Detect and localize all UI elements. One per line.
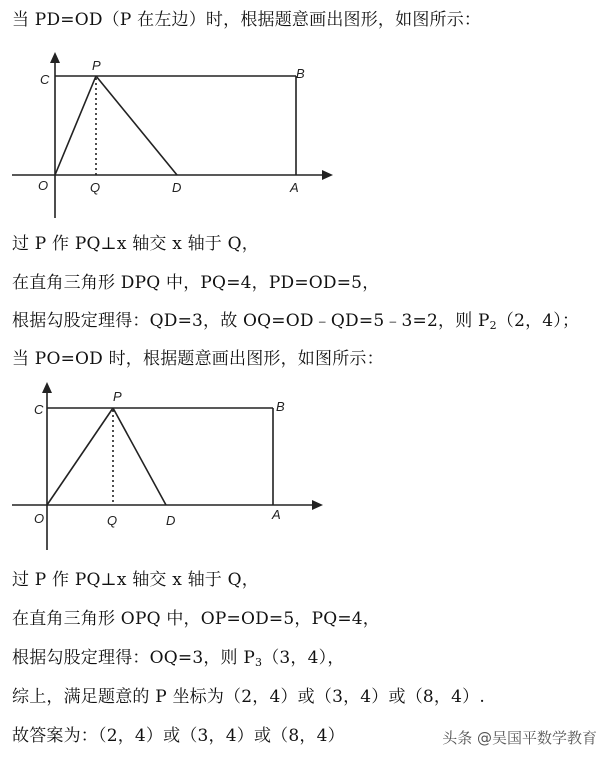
figure-1-label-c: C [40, 72, 50, 87]
text-line-8 [12, 647, 345, 669]
figure-1-label-p: P [92, 58, 101, 73]
text-line-4 [12, 310, 579, 332]
text-line-9: 综上，满足题意的 P 坐标为（2，4）或（3，4）或（8，4）. [12, 687, 485, 707]
text-line-8-end: （3，4）， [262, 648, 345, 668]
figure-2-segment-op [47, 408, 113, 505]
figure-2-label-a: A [272, 507, 281, 522]
text-line-6: 过 P 作 PQ⊥x 轴交 x 轴于 Q， [12, 570, 259, 590]
figure-2-x-arrow [312, 500, 323, 510]
text-line-7: 在直角三角形 OPQ 中，OP=OD=5，PQ=4， [12, 609, 381, 629]
text-line-10: 故答案为：（2，4）或（3，4）或（8，4） [12, 726, 345, 746]
text-line-3: 在直角三角形 DPQ 中，PQ=4，PD=OD=5， [12, 273, 380, 293]
text-line-5: 当 PO=OD 时，根据题意画出图形，如图所示： [12, 349, 384, 369]
figure-2-label-d: D [166, 513, 176, 528]
figure-2-label-c: C [34, 402, 44, 417]
figure-1-segment-op [55, 76, 96, 175]
text-line-4-subscript: 2 [489, 319, 497, 332]
figure-2-segment-pd [113, 408, 166, 505]
figure-2-label-p: P [113, 389, 122, 404]
text-line-4-main: 根据勾股定理得：QD=3，故 OQ=OD﹣QD=5﹣3=2，则 P [12, 311, 490, 331]
text-line-1: 当 PD=OD（P 在左边）时，根据题意画出图形，如图所示： [12, 10, 482, 30]
figure-2-label-q: Q [107, 513, 118, 528]
text-line-8-main: 根据勾股定理得：OQ=3，则 P [12, 648, 255, 668]
figure-1-label-o: O [38, 178, 49, 193]
figure-1-x-arrow [322, 170, 333, 180]
watermark: 头条 @吴国平数学教育 [442, 729, 597, 747]
figure-1-label-q: Q [90, 180, 101, 195]
figure-1-label-d: D [172, 180, 182, 195]
figure-1-label-b: B [296, 66, 305, 81]
text-line-2: 过 P 作 PQ⊥x 轴交 x 轴于 Q， [12, 234, 259, 254]
figure-2-label-o: O [34, 511, 45, 526]
figure-2-y-arrow [42, 382, 52, 393]
text-line-8-subscript: 3 [254, 656, 263, 669]
figure-2-label-b: B [276, 399, 285, 414]
text-line-4-end: （2，4）； [496, 311, 580, 331]
figure-1-label-a: A [290, 180, 299, 195]
figure-1-y-arrow [50, 52, 60, 63]
figure-1-segment-pd [96, 76, 177, 175]
